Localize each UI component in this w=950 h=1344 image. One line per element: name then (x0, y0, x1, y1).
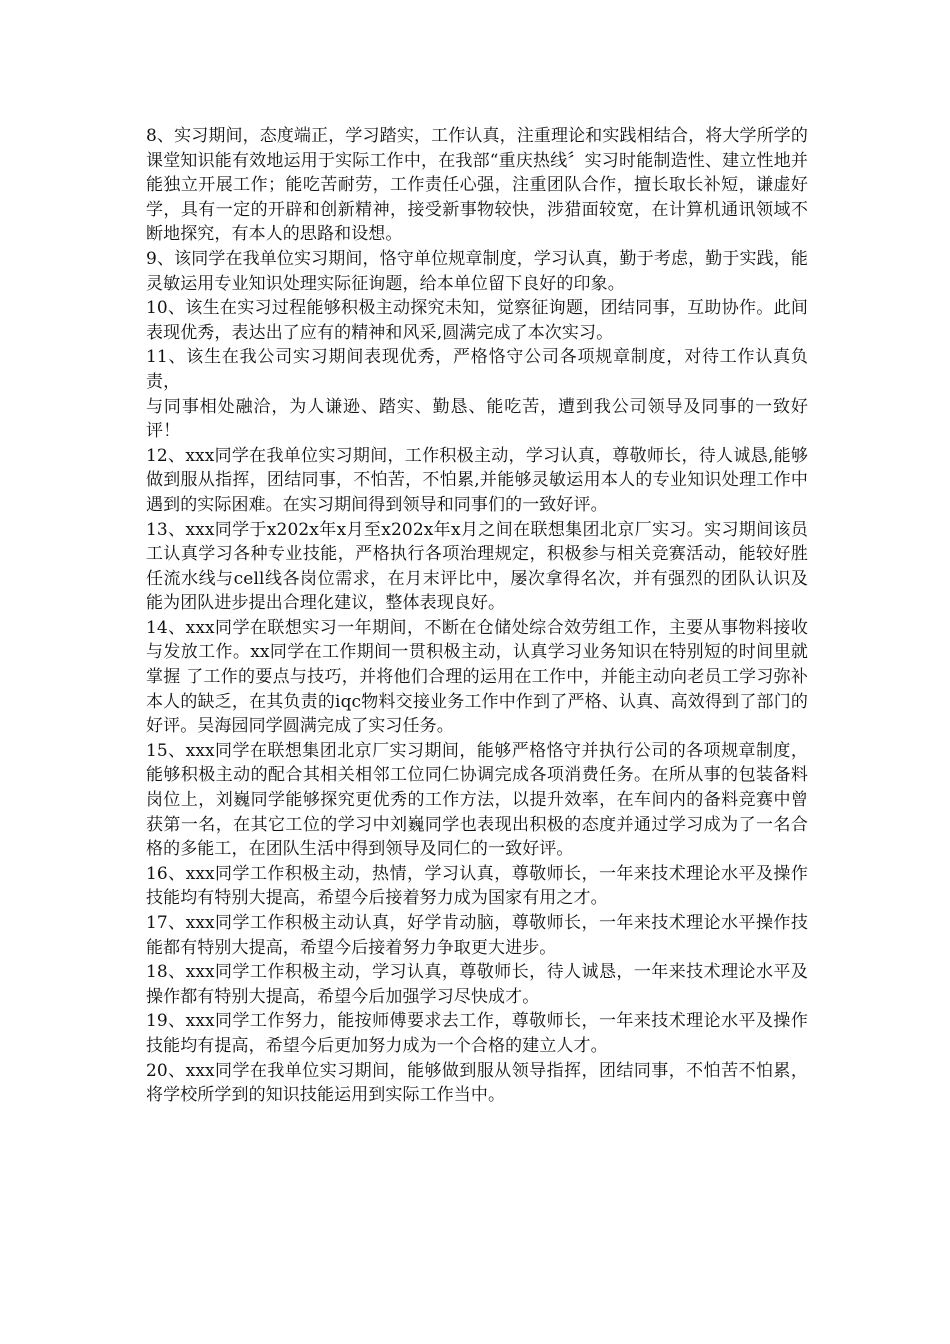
paragraph-18: 18、xxx同学工作积极主动，学习认真，尊敬师长，待人诚恳，一年来技术理论水平及操作都有特别大提高，希望今后加强学习尽快成才。 (146, 962, 808, 1007)
paragraph-9: 9、该同学在我单位实习期间，恪守单位规章制度，学习认真，勤于考虑，勤于实践，能灵敏运用专业知识处理实际征询题，给本单位留下良好的印象。 (146, 248, 808, 294)
paragraph-10: 10、该生在实习过程能够积极主动探究未知，觉察征询题，团结同事，互助协作。此间表现优秀，表达出了应有的精神和风采,圆满完成了本次实习。 (146, 298, 808, 343)
paragraph-16: 16、xxx同学工作积极主动，热情，学习认真，尊敬师长，一年来技术理论水平及操作技能均有特别大提高，希望今后接着努力成为国家有用之才。 (146, 863, 808, 909)
document-body (146, 124, 808, 1108)
paragraph-15: 15、xxx同学在联想集团北京厂实习期间，能够严格恪守并执行公司的各项规章制度，能够积极主动的配合其相关相邻工位同仁协调完成各项消费任务。在所从事的包装备料岗位上，刘巍同学能够探究更优秀的工作方法，以提升效率，在车间内的备料竞赛中曾获第一名，在其它工位的学习中刘巍同学也表现出积极的态度并通过学习成为了一名合格的多能工，在团队生活中得到领导及同仁的一致好评。 (146, 740, 808, 860)
paragraph-12: 12、xxx同学在我单位实习期间，工作积极主动，学习认真，尊敬师长，待人诚恳,能够做到服从指挥，团结同事，不怕苦，不怕累,并能够灵敏运用本人的专业知识处理工作中遇到的实际困难。在实习期间得到领导和同事们的一致好评。 (146, 445, 808, 515)
paragraph-19: 19、xxx同学工作努力，能按师傅要求去工作，尊敬师长，一年来技术理论水平及操作技能均有提高，希望今后更加努力成为一个合格的建立人才。 (146, 1011, 808, 1056)
paragraph-20: 20、xxx同学在我单位实习期间，能够做到服从领导指挥，团结同事，不怕苦不怕累，将学校所学到的知识技能运用到实际工作当中。 (146, 1060, 808, 1106)
paragraph-11-continued: 与同事相处融洽，为人谦逊、踏实、勤恳、能吃苦，遭到我公司领导及同事的一致好评！ (146, 396, 808, 442)
paragraph-17: 17、xxx同学工作积极主动认真，好学肯动脑，尊敬师长，一年来技术理论水平操作技能都有特别大提高，希望今后接着努力争取更大进步。 (146, 913, 808, 958)
paragraph-8: 8、实习期间，态度端正，学习踏实，工作认真，注重理论和实践相结合，将大学所学的课堂知识能有效地运用于实际工作中，在我部“重庆热线〞实习时能制造性、建立性地并能独立开展工作；能吃苦耐劳，工作责任心强，注重团队合作，擅长取长补短，谦虚好学，具有一定的开辟和创新精神，接受新事物较快，涉猎面较宽，在计算机通讯领域不断地探究，有本人的思路和设想。 (146, 126, 808, 245)
paragraph-14: 14、xxx同学在联想实习一年期间，不断在仓储处综合效劳组工作，主要从事物料接收与发放工作。xx同学在工作期间一贯积极主动，认真学习业务知识在特别短的时间里就掌握 了工作的要点与技巧，并将他们合理的运用在工作中，并能主动向老员工学习弥补本人的缺乏，在其负责的iqc物料交接业务工作中作到了严格、认真、高效得到了部门的好评。吴海园同学圆满完成了实习任务。 (146, 617, 808, 737)
paragraph-11: 11、该生在我公司实习期间表现优秀，严格恪守公司各项规章制度，对待工作认真负责， (146, 347, 808, 392)
paragraph-13: 13、xxx同学于x202x年x月至x202x年x月之间在联想集团北京厂实习。实习期间该员工认真学习各种专业技能，严格执行各项治理规定，积极参与相关竞赛活动，能较好胜任流水线与cell线各岗位需求，在月末评比中，屡次拿得名次，并有强烈的团队认识及能为团队进步提出合理化建议，整体表现良好。 (146, 519, 808, 614)
